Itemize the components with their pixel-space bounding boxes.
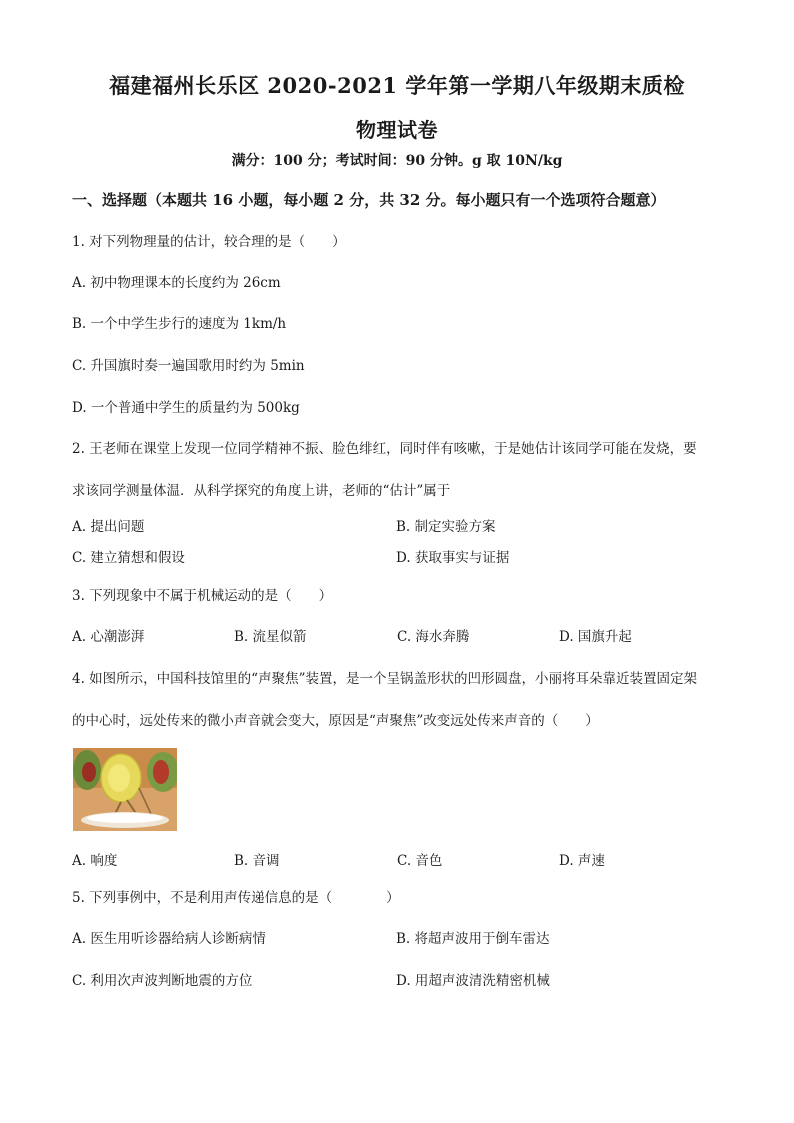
- q5-stem: 5. 下列事例中，不是利用声传递信息的是（ ）: [72, 890, 400, 906]
- section-heading: 一、选择题（本题共 16 小题，每小题 2 分，共 32 分。每小题只有一个选项符合题意）: [72, 191, 666, 209]
- q1-option-c: C. 升国旗时奏一遍国歌用时约为 5min: [72, 358, 305, 374]
- exam-info: 满分：100 分；考试时间：90 分钟。g 取 10N/kg: [231, 153, 563, 169]
- q1-option-b: B. 一个中学生步行的速度为 1km/h: [72, 316, 287, 332]
- q1-option-d: D. 一个普通中学生的质量约为 500kg: [72, 400, 300, 416]
- q2-option-d: D. 获取事实与证据: [396, 550, 510, 566]
- q3-option-c: C. 海水奔腾: [397, 629, 470, 645]
- q4-stem-line1: 4. 如图所示，中国科技馆里的“声聚焦”装置，是一个呈锅盖形状的凹形圆盘，小丽将耳朵靠近装置固定架: [72, 671, 697, 687]
- q3-stem: 3. 下列现象中不属于机械运动的是（ ）: [72, 588, 333, 604]
- q1-option-a: A. 初中物理课本的长度约为 26cm: [72, 275, 281, 291]
- q4-option-d: D. 声速: [559, 853, 605, 869]
- q5-option-a: A. 医生用听诊器给病人诊断病情: [72, 931, 266, 947]
- q4-option-a: A. 响度: [72, 853, 118, 869]
- q2-option-a: A. 提出问题: [72, 519, 145, 535]
- q5-option-c: C. 利用次声波判断地震的方位: [72, 973, 253, 989]
- q2-option-c: C. 建立猜想和假设: [72, 550, 185, 566]
- sound-focus-photo: [73, 748, 177, 831]
- q1-stem: 1. 对下列物理量的估计，较合理的是（ ）: [72, 234, 346, 250]
- q3-option-d: D. 国旗升起: [559, 629, 632, 645]
- exam-subtitle: 物理试卷: [356, 118, 438, 142]
- q2-stem-line1: 2. 王老师在课堂上发现一位同学精神不振、脸色绯红，同时伴有咳嗽，于是她估计该同学可能在发烧，要: [72, 441, 697, 457]
- q4-stem-line2: 的中心时，远处传来的微小声音就会变大，原因是“声聚焦”改变远处传来声音的（ ）: [72, 713, 599, 729]
- q5-option-b: B. 将超声波用于倒车雷达: [396, 931, 550, 947]
- q4-option-c: C. 音色: [397, 853, 443, 869]
- q3-option-a: A. 心潮澎湃: [72, 629, 145, 645]
- q5-option-d: D. 用超声波清洗精密机械: [396, 973, 550, 989]
- q3-option-b: B. 流星似箭: [234, 629, 307, 645]
- q2-option-b: B. 制定实验方案: [396, 519, 496, 535]
- q4-option-b: B. 音调: [234, 853, 280, 869]
- exam-title: 福建福州长乐区 2020-2021 学年第一学期八年级期末质检: [109, 73, 685, 98]
- q2-stem-line2: 求该同学测量体温．从科学探究的角度上讲，老师的“估计”属于: [72, 483, 451, 499]
